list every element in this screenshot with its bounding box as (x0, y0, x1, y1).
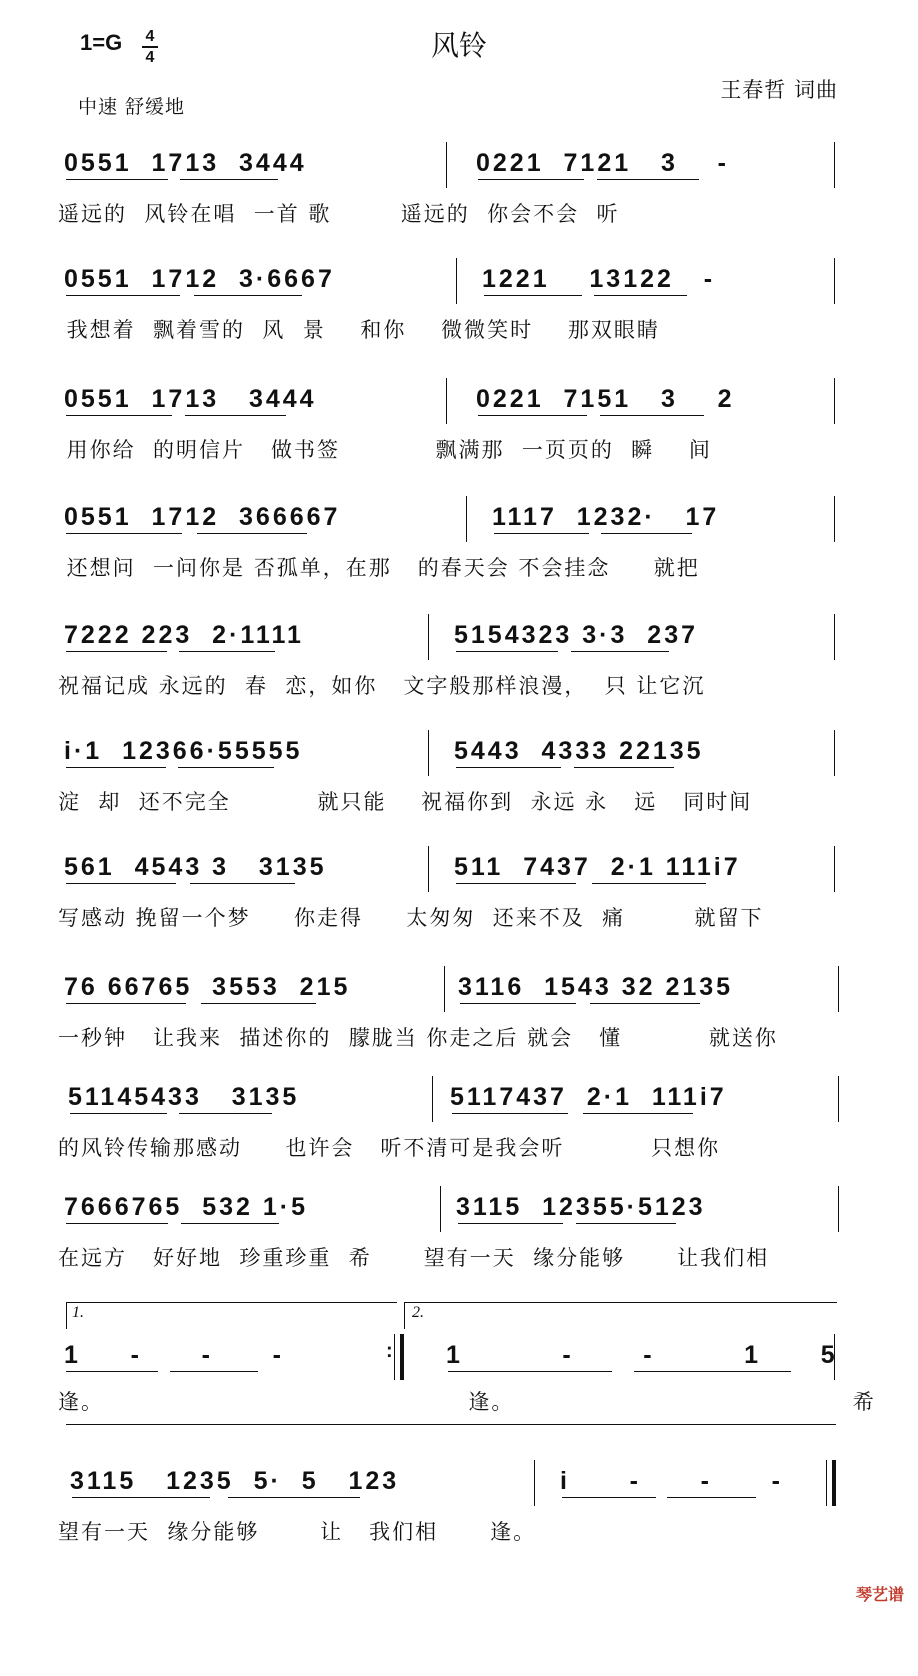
measure-notes: 1221 13122 - (482, 265, 716, 293)
bar-line (838, 1186, 839, 1232)
measure-notes: 0551 1713 3444 (64, 149, 307, 177)
system-bracket (66, 1424, 836, 1425)
time-signature-bottom: 4 (145, 49, 155, 66)
beam-line (456, 651, 558, 652)
beam-line (66, 295, 180, 296)
bar-line (428, 614, 429, 660)
measure-notes: 1 - - 1 5 (446, 1341, 838, 1369)
measure-notes: 0221 7121 3 - (476, 149, 729, 177)
beam-line (66, 1371, 158, 1372)
measure-notes: 7666765 532 1·5 (64, 1193, 309, 1221)
bar-line (834, 1334, 835, 1380)
beam-line (66, 179, 168, 180)
beam-line (667, 1497, 756, 1498)
tempo-marking: 中速 舒缓地 (78, 96, 186, 118)
bar-line (834, 846, 835, 892)
beam-line (576, 1223, 676, 1224)
bar-line (834, 258, 835, 304)
bar-line (428, 730, 429, 776)
beam-line (179, 651, 275, 652)
beam-line (185, 415, 286, 416)
beam-line (458, 1223, 563, 1224)
time-signature-top: 4 (145, 28, 155, 45)
final-bar-thin (826, 1460, 827, 1506)
beam-line (574, 767, 674, 768)
lyric-line: 还想问 一问你是 否孤单，在那 的春天会 不会挂念 就把 (58, 556, 700, 580)
beam-line (478, 415, 587, 416)
lyric-line: 一秒钟 让我来 描述你的 朦胧当 你走之后 就会 懂 就送你 (58, 1026, 778, 1050)
beam-line (178, 767, 273, 768)
bar-line (444, 966, 445, 1012)
bar-line (834, 614, 835, 660)
beam-line (590, 1003, 700, 1004)
bar-line (428, 846, 429, 892)
beam-line (583, 1113, 694, 1114)
measure-notes: 76 66765 3553 215 (64, 973, 351, 1001)
beam-line (494, 533, 589, 534)
beam-line (592, 883, 707, 884)
beam-line (66, 533, 182, 534)
beam-line (484, 295, 582, 296)
lyric-line: 淀 却 还不完全 就只能 祝福你到 永远 永 远 同时间 (58, 790, 753, 814)
bar-line (838, 1076, 839, 1122)
ending-2-label: 2. (412, 1304, 424, 1321)
measure-notes: 51145433 3135 (68, 1083, 300, 1111)
lyric-line: 的风铃传输那感动 也许会 听不清可是我会听 只想你 (58, 1136, 721, 1160)
beam-line (228, 1497, 360, 1498)
measure-notes: 3115 12355·5123 (456, 1193, 706, 1221)
measure-notes: 0551 1713 3444 (64, 385, 317, 413)
beam-line (201, 1003, 316, 1004)
beam-line (601, 533, 692, 534)
song-title: 风铃 (430, 29, 487, 62)
bar-line (394, 1334, 395, 1380)
measure-notes: 1 - - - (64, 1341, 284, 1369)
beam-line (571, 651, 669, 652)
measure-notes: 511 7437 2·1 111i7 (454, 853, 741, 881)
beam-line (562, 1497, 656, 1498)
ending-bracket-1 (66, 1302, 397, 1329)
beam-line (197, 533, 308, 534)
measure-notes: 0551 1712 3·6667 (64, 265, 335, 293)
measure-notes: 5443 4333 22135 (454, 737, 704, 765)
author-credit: 王春哲 词曲 (720, 78, 838, 102)
measure-notes: 561 4543 3 3135 (64, 853, 327, 881)
beam-line (600, 415, 703, 416)
beam-line (180, 179, 277, 180)
beam-line (66, 651, 167, 652)
measure-notes: i·1 12366·55555 (64, 737, 303, 765)
bar-line (446, 378, 447, 424)
lyric-line: 写感动 挽留一个梦 你走得 太匆匆 还来不及 痛 就留下 (58, 906, 764, 930)
measure-notes: 5154323 3·3 237 (454, 621, 699, 649)
lyric-line: 逢。 逢。 希 (58, 1390, 876, 1414)
beam-line (456, 767, 561, 768)
repeat-bar (400, 1334, 404, 1380)
measure-notes: 7222 223 2·1111 (64, 621, 304, 649)
ending-bracket-2 (404, 1302, 837, 1329)
bar-line (466, 496, 467, 542)
repeat-dots: : (386, 1340, 396, 1362)
bar-line (834, 496, 835, 542)
beam-line (634, 1371, 791, 1372)
beam-line (190, 883, 295, 884)
measure-notes: 3115 1235 5· 5 123 (70, 1467, 400, 1495)
key-signature: 1=G (80, 30, 123, 55)
beam-line (597, 179, 698, 180)
lyric-line: 用你给 的明信片 做书签 飘满那 一页页的 瞬 间 (58, 438, 712, 462)
beam-line (478, 179, 584, 180)
measure-notes: 0221 7151 3 2 (476, 385, 735, 413)
lyric-line: 遥远的 风铃在唱 一首 歌 遥远的 你会不会 听 (58, 202, 620, 226)
measure-notes: i - - - (560, 1467, 783, 1495)
beam-line (194, 295, 302, 296)
bar-line (534, 1460, 535, 1506)
watermark-logo: 琴艺谱 (855, 1585, 904, 1604)
measure-notes: 0551 1712 366667 (64, 503, 341, 531)
bar-line (838, 966, 839, 1012)
beam-line (66, 1003, 186, 1004)
measure-notes: 3116 1543 32 2135 (458, 973, 734, 1001)
lyric-line: 祝福记成 永远的 春 恋，如你 文字般那样浪漫， 只 让它沉 (58, 674, 706, 698)
beam-line (170, 1371, 258, 1372)
beam-line (66, 883, 176, 884)
bar-line (834, 378, 835, 424)
bar-line (834, 730, 835, 776)
beam-line (460, 1003, 576, 1004)
beam-line (66, 1223, 168, 1224)
bar-line (440, 1186, 441, 1232)
measure-notes: 1117 1232· 17 (492, 503, 720, 531)
lyric-line: 我想着 飘着雪的 风 景 和你 微微笑时 那双眼睛 (58, 318, 660, 342)
measure-notes: 5117437 2·1 111i7 (450, 1083, 727, 1111)
beam-line (181, 1223, 279, 1224)
beam-line (72, 1497, 210, 1498)
ending-1-label: 1. (72, 1304, 84, 1321)
final-bar-thick (832, 1460, 836, 1506)
bar-line (456, 258, 457, 304)
bar-line (432, 1076, 433, 1122)
beam-line (456, 883, 576, 884)
bar-line (834, 142, 835, 188)
beam-line (70, 1113, 167, 1114)
lyric-line: 望有一天 缘分能够 让 我们相 逢。 (58, 1520, 537, 1544)
beam-line (594, 295, 687, 296)
beam-line (448, 1371, 612, 1372)
beam-line (452, 1113, 568, 1114)
lyric-line: 在远方 好好地 珍重珍重 希 望有一天 缘分能够 让我们相 (58, 1246, 770, 1270)
beam-line (66, 415, 172, 416)
beam-line (179, 1113, 272, 1114)
bar-line (446, 142, 447, 188)
beam-line (66, 767, 166, 768)
